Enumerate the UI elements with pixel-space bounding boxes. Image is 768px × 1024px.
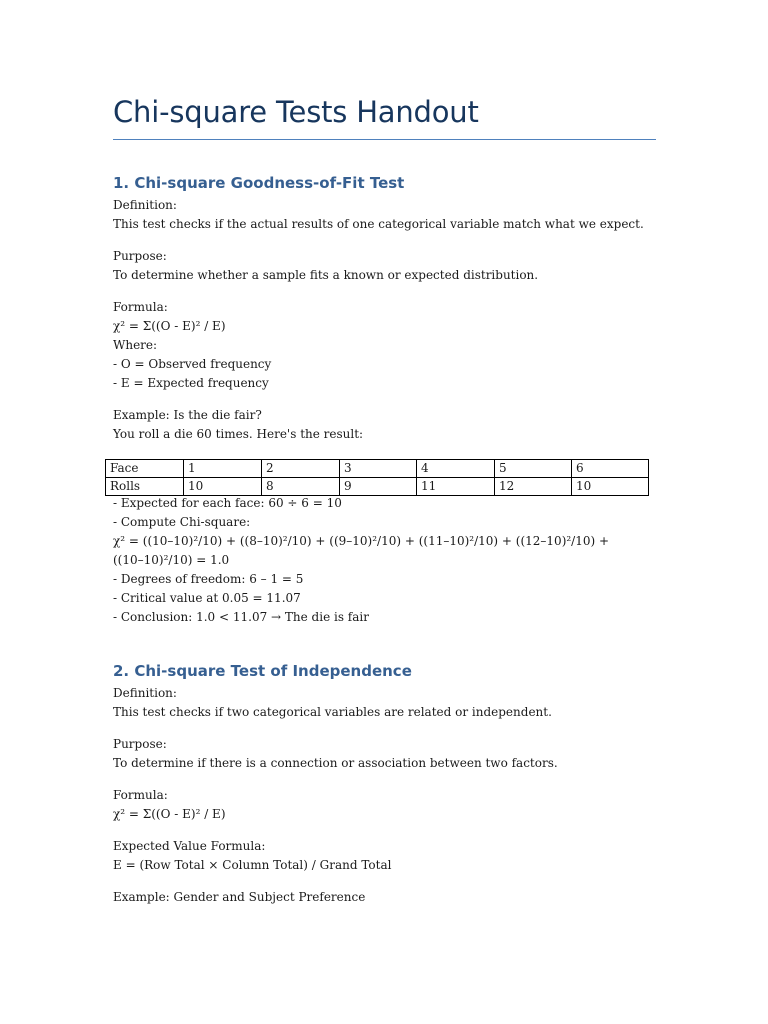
definition-label: Definition: bbox=[113, 686, 177, 700]
expected-value-formula: E = (Row Total × Column Total) / Grand Total bbox=[113, 858, 392, 872]
table-cell: 1 bbox=[184, 460, 262, 478]
definition-text: This test checks if two categorical variables are related or independent. bbox=[113, 705, 552, 719]
step-line: - Degrees of freedom: 6 – 1 = 5 bbox=[113, 572, 304, 586]
purpose-text: To determine whether a sample fits a known or expected distribution. bbox=[113, 268, 539, 282]
table-cell: 12 bbox=[495, 478, 572, 496]
formula: χ² = Σ((O - E)² / E) bbox=[113, 807, 226, 821]
step-line: - Compute Chi-square: bbox=[113, 515, 251, 529]
example-title: Example: Is the die fair? bbox=[113, 408, 262, 422]
table-cell: 5 bbox=[495, 460, 572, 478]
where-label: Where: bbox=[113, 338, 158, 352]
formula-label: Formula: bbox=[113, 788, 168, 802]
where-item: - O = Observed frequency bbox=[113, 357, 272, 371]
formula-label: Formula: bbox=[113, 300, 168, 314]
table-cell: 2 bbox=[262, 460, 340, 478]
table-cell: 11 bbox=[417, 478, 495, 496]
title-underline bbox=[113, 139, 656, 140]
document-title: Chi-square Tests Handout bbox=[113, 95, 479, 129]
table-cell: 4 bbox=[417, 460, 495, 478]
section-1-heading: 1. Chi-square Goodness-of-Fit Test bbox=[113, 174, 405, 192]
conclusion-line: - Conclusion: 1.0 < 11.07 → The die is fair bbox=[113, 610, 369, 624]
purpose-label: Purpose: bbox=[113, 249, 167, 263]
table-cell: Rolls bbox=[106, 478, 184, 496]
table-cell: 9 bbox=[340, 478, 417, 496]
table-cell: 8 bbox=[262, 478, 340, 496]
where-item: - E = Expected frequency bbox=[113, 376, 269, 390]
section-2-heading: 2. Chi-square Test of Independence bbox=[113, 662, 412, 680]
table-row bbox=[106, 478, 649, 496]
expected-value-label: Expected Value Formula: bbox=[113, 839, 266, 853]
table-cell: 10 bbox=[572, 478, 649, 496]
purpose-label: Purpose: bbox=[113, 737, 167, 751]
formula: χ² = Σ((O - E)² / E) bbox=[113, 319, 226, 333]
chi-square-computation: χ² = ((10–10)²/10) + ((8–10)²/10) + ((9–10)²/10) + ((11–10)²/10) + ((12–10)²/10) + bbox=[113, 534, 610, 548]
definition-text: This test checks if the actual results of one categorical variable match what we expect. bbox=[113, 217, 644, 231]
example-intro: You roll a die 60 times. Here's the result: bbox=[113, 427, 364, 441]
purpose-text: To determine if there is a connection or association between two factors. bbox=[113, 756, 558, 770]
example-title: Example: Gender and Subject Preference bbox=[113, 890, 366, 904]
table-cell: Face bbox=[106, 460, 184, 478]
table-cell: 3 bbox=[340, 460, 417, 478]
table-cell: 6 bbox=[572, 460, 649, 478]
table-cell: 10 bbox=[184, 478, 262, 496]
die-results-table bbox=[105, 459, 649, 496]
chi-square-computation-cont: ((10–10)²/10) = 1.0 bbox=[113, 553, 230, 567]
table-row bbox=[106, 460, 649, 478]
step-line: - Expected for each face: 60 ÷ 6 = 10 bbox=[113, 496, 342, 510]
definition-label: Definition: bbox=[113, 198, 177, 212]
step-line: - Critical value at 0.05 = 11.07 bbox=[113, 591, 301, 605]
